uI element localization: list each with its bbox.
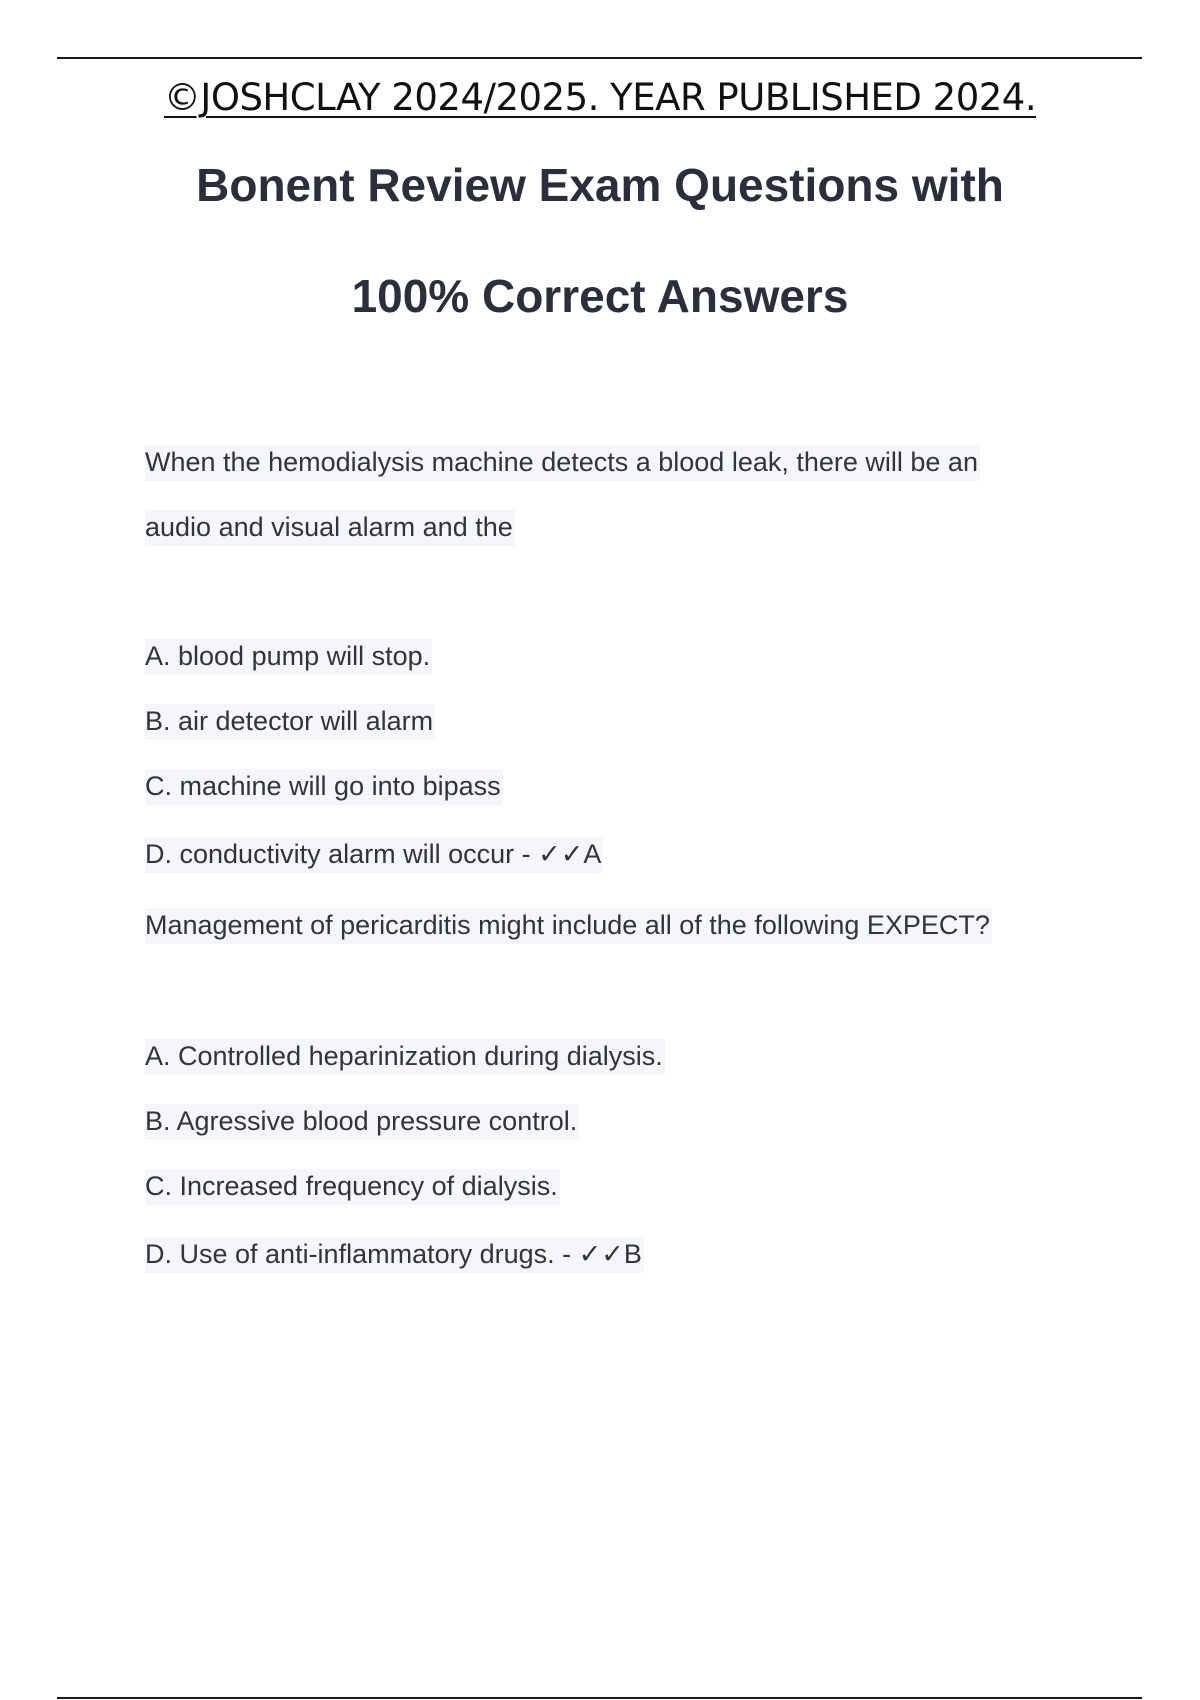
question-2-option-b — [145, 1106, 579, 1137]
document-title-line-1: Bonent Review Exam Questions with — [196, 159, 1004, 211]
question-text: When the hemodialysis machine detects a blood leak, there will be an — [145, 445, 980, 481]
document-title-line-2: 100% Correct Answers — [351, 270, 849, 322]
question-1-stem-line-2 — [145, 512, 515, 543]
option-text: A. blood pump will stop. — [145, 639, 432, 675]
option-text: D. conductivity alarm will occur - ✓✓A — [145, 837, 603, 873]
question-1-option-b — [145, 706, 435, 737]
question-2-option-c — [145, 1171, 560, 1202]
option-text: A. Controlled heparinization during dialysis. — [145, 1039, 665, 1075]
question-1-stem-line-1 — [145, 447, 980, 478]
question-text: audio and visual alarm and the — [145, 510, 515, 546]
option-text: D. Use of anti-inflammatory drugs. - ✓✓B — [145, 1237, 644, 1273]
option-text: B. air detector will alarm — [145, 704, 435, 740]
question-1-option-c — [145, 771, 503, 802]
bottom-rule — [57, 1697, 1142, 1699]
option-text: C. machine will go into bipass — [145, 769, 503, 805]
question-2-option-d-answer — [145, 1239, 644, 1270]
question-1-option-d-answer — [145, 839, 603, 870]
copyright-header — [0, 76, 1200, 119]
question-2-option-a — [145, 1041, 665, 1072]
copyright-text: ©JOSHCLAY 2024/2025. YEAR PUBLISHED 2024. — [163, 76, 1037, 119]
option-text: B. Agressive blood pressure control. — [145, 1104, 579, 1140]
top-rule — [57, 57, 1142, 59]
question-text: Management of pericarditis might include all of the following EXPECT? — [145, 908, 992, 944]
question-1-option-a — [145, 641, 432, 672]
question-2-stem — [145, 910, 992, 941]
option-text: C. Increased frequency of dialysis. — [145, 1169, 560, 1205]
